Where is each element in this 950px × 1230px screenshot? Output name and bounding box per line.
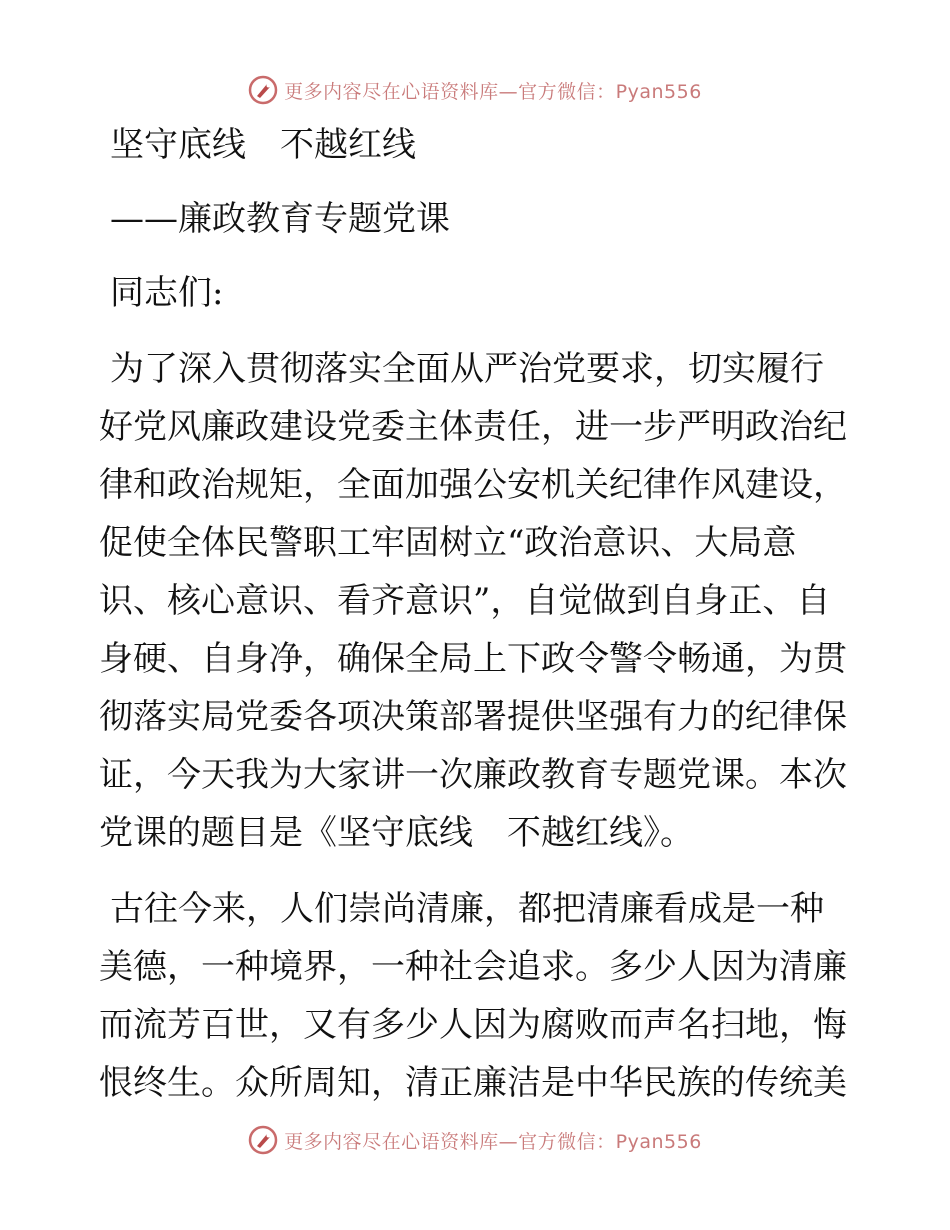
watermark-text: 更多内容尽在心语资料库—官方微信：Pyan556 [284,1130,702,1153]
paragraph-line: 身硬、自身净，确保全局上下政令警令畅通，为贯 [99,639,847,679]
paragraph-line: 而流芳百世，又有多少人因为腐败而声名扫地，悔 [99,1005,847,1045]
header-watermark [0,70,950,110]
paragraph-line: 恨终生。众所周知，清正廉洁是中华民族的传统美 [99,1063,847,1103]
paragraph-line: 律和政治规矩，全面加强公安机关纪律作风建设， [99,465,847,505]
document-subtitle: ——廉政教育专题党课 [110,199,450,239]
paragraph-line: 识、核心意识、看齐意识”，自觉做到自身正、自 [99,581,831,621]
pen-nib-logo-icon [248,75,278,105]
watermark-text: 更多内容尽在心语资料库—官方微信：Pyan556 [284,80,702,103]
paragraph-line: 为了深入贯彻落实全面从严治党要求，切实履行 [110,349,824,389]
paragraph-line: 党课的题目是《坚守底线 不越红线》。 [99,813,694,853]
paragraph-line: 好党风廉政建设党委主体责任，进一步严明政治纪 [99,407,847,447]
paragraph-line: 彻落实局党委各项决策部署提供坚强有力的纪律保 [99,697,847,737]
pen-nib-logo-icon [248,1125,278,1155]
paragraph-line: 促使全体民警职工牢固树立“政治意识、大局意 [99,523,797,563]
document-title: 坚守底线 不越红线 [110,125,416,165]
footer-watermark [0,1120,950,1160]
paragraph-line: 古往今来，人们崇尚清廉，都把清廉看成是一种 [110,889,824,929]
salutation: 同志们: [110,273,224,313]
paragraph-line: 证，今天我为大家讲一次廉政教育专题党课。本次 [99,755,847,795]
paragraph-line: 美德，一种境界，一种社会追求。多少人因为清廉 [99,947,847,987]
